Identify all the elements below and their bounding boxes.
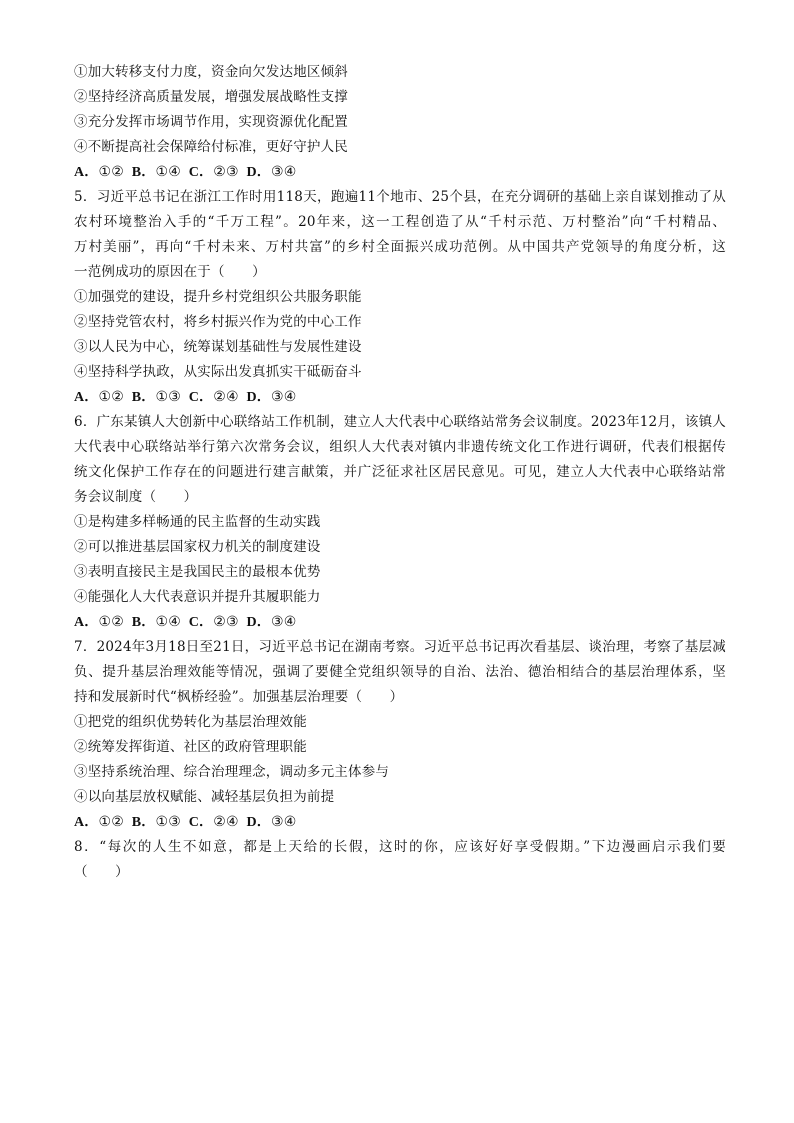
q6-stem-line-1: 6．广东某镇人大创新中心联络站工作机制，建立人大代表中心联络站常务会议制度。2023年12月，该镇人 bbox=[74, 414, 726, 430]
q4-option-4: ④不断提高社会保障给付标准，更好守护人民 bbox=[74, 139, 348, 155]
question-8 bbox=[74, 835, 726, 885]
q4-answer-choices bbox=[74, 160, 726, 185]
q6-option-1: ①是构建多样畅通的民主监督的生动实践 bbox=[74, 514, 321, 530]
question-7 bbox=[74, 635, 726, 835]
q8-stem-line-1: 8．“每次的人生不如意，都是上天给的长假，这时的你，应该好好享受假期。”下边漫画启示我们要 bbox=[74, 839, 726, 855]
q6-choice-b[interactable]: B．①④ bbox=[131, 615, 181, 630]
q4-choice-a[interactable]: A．①② bbox=[74, 165, 125, 180]
q4-option-3: ③充分发挥市场调节作用，实现资源优化配置 bbox=[74, 114, 348, 130]
q5-option-1: ①加强党的建设，提升乡村党组织公共服务职能 bbox=[74, 289, 362, 305]
q7-choice-c[interactable]: C．②④ bbox=[188, 815, 239, 830]
q6-choice-a[interactable]: A．①② bbox=[74, 615, 125, 630]
q5-option-2: ②坚持党管农村，将乡村振兴作为党的中心工作 bbox=[74, 314, 362, 330]
q6-stem-line-2: 大代表中心联络站举行第六次常务会议，组织人大代表对镇内非遗传统文化工作进行调研，代表们根据传 bbox=[74, 439, 726, 455]
q7-option-1: ①把党的组织优势转化为基层治理效能 bbox=[74, 714, 307, 730]
q5-choice-c[interactable]: C．②④ bbox=[188, 390, 239, 405]
q7-choice-d[interactable]: D．③④ bbox=[246, 815, 297, 830]
q7-option-4: ④以向基层放权赋能、减轻基层负担为前提 bbox=[74, 789, 335, 805]
q5-answer-choices bbox=[74, 385, 726, 410]
q6-option-4: ④能强化人大代表意识并提升其履职能力 bbox=[74, 589, 321, 605]
q6-answer-choices bbox=[74, 610, 726, 635]
question-5 bbox=[74, 185, 726, 410]
q6-option-2: ②可以推进基层国家权力机关的制度建设 bbox=[74, 539, 321, 555]
q5-choice-a[interactable]: A．①② bbox=[74, 390, 125, 405]
question-4-tail bbox=[74, 60, 726, 185]
q7-stem-line-1: 7．2024年3月18日至21日，习近平总书记在湖南考察。习近平总书记再次看基层、谈治理，考察了基层减 bbox=[74, 639, 726, 655]
q6-stem-line-4: 务会议制度（ ） bbox=[74, 489, 198, 505]
q4-choice-c[interactable]: C．②③ bbox=[188, 165, 239, 180]
q7-option-2: ②统筹发挥街道、社区的政府管理职能 bbox=[74, 739, 307, 755]
q4-option-1: ①加大转移支付力度，资金向欠发达地区倾斜 bbox=[74, 64, 348, 80]
q7-answer-choices bbox=[74, 810, 726, 835]
q5-option-4: ④坚持科学执政，从实际出发真抓实干砥砺奋斗 bbox=[74, 364, 362, 380]
q6-choice-c[interactable]: C．②③ bbox=[188, 615, 239, 630]
q4-choice-b[interactable]: B．①④ bbox=[131, 165, 181, 180]
q6-choice-d[interactable]: D．③④ bbox=[246, 615, 297, 630]
q5-stem-line-1: 5．习近平总书记在浙江工作时用118天，跑遍11个地市、25个县，在充分调研的基础上亲自谋划推动了从 bbox=[74, 189, 726, 205]
q5-option-3: ③以人民为中心，统筹谋划基础性与发展性建设 bbox=[74, 339, 362, 355]
q4-choice-d[interactable]: D．③④ bbox=[246, 165, 297, 180]
q7-stem-line-2: 负、提升基层治理效能等情况，强调了要健全党组织领导的自治、法治、德治相结合的基层治理体系，坚 bbox=[74, 664, 726, 680]
q7-choice-b[interactable]: B．①③ bbox=[131, 815, 181, 830]
q7-choice-a[interactable]: A．①② bbox=[74, 815, 125, 830]
q5-stem-line-4: 一范例成功的原因在于（ ） bbox=[74, 264, 266, 280]
q4-option-2: ②坚持经济高质量发展，增强发展战略性支撑 bbox=[74, 89, 348, 105]
question-content bbox=[74, 60, 726, 885]
q5-choice-d[interactable]: D．③④ bbox=[246, 390, 297, 405]
q6-stem-line-3: 统文化保护工作存在的问题进行建言献策，并广泛征求社区居民意见。可见，建立人大代表中心联络站常 bbox=[74, 464, 726, 480]
q8-stem-line-2: （ ） bbox=[74, 864, 129, 880]
q6-option-3: ③表明直接民主是我国民主的最根本优势 bbox=[74, 564, 321, 580]
q7-stem-line-3: 持和发展新时代“枫桥经验”。加强基层治理要（ ） bbox=[74, 689, 404, 705]
q5-choice-b[interactable]: B．①③ bbox=[131, 390, 181, 405]
q5-stem-line-3: 万村美丽”，再向“千村未来、万村共富”的乡村全面振兴成功范例。从中国共产党领导的角度分析，这 bbox=[74, 239, 726, 255]
q7-option-3: ③坚持系统治理、综合治理理念，调动多元主体参与 bbox=[74, 764, 390, 780]
question-6 bbox=[74, 410, 726, 635]
q5-stem-line-2: 农村环境整治入手的“千万工程”。20年来，这一工程创造了从“千村示范、万村整治”向“千村精品、 bbox=[74, 214, 726, 230]
